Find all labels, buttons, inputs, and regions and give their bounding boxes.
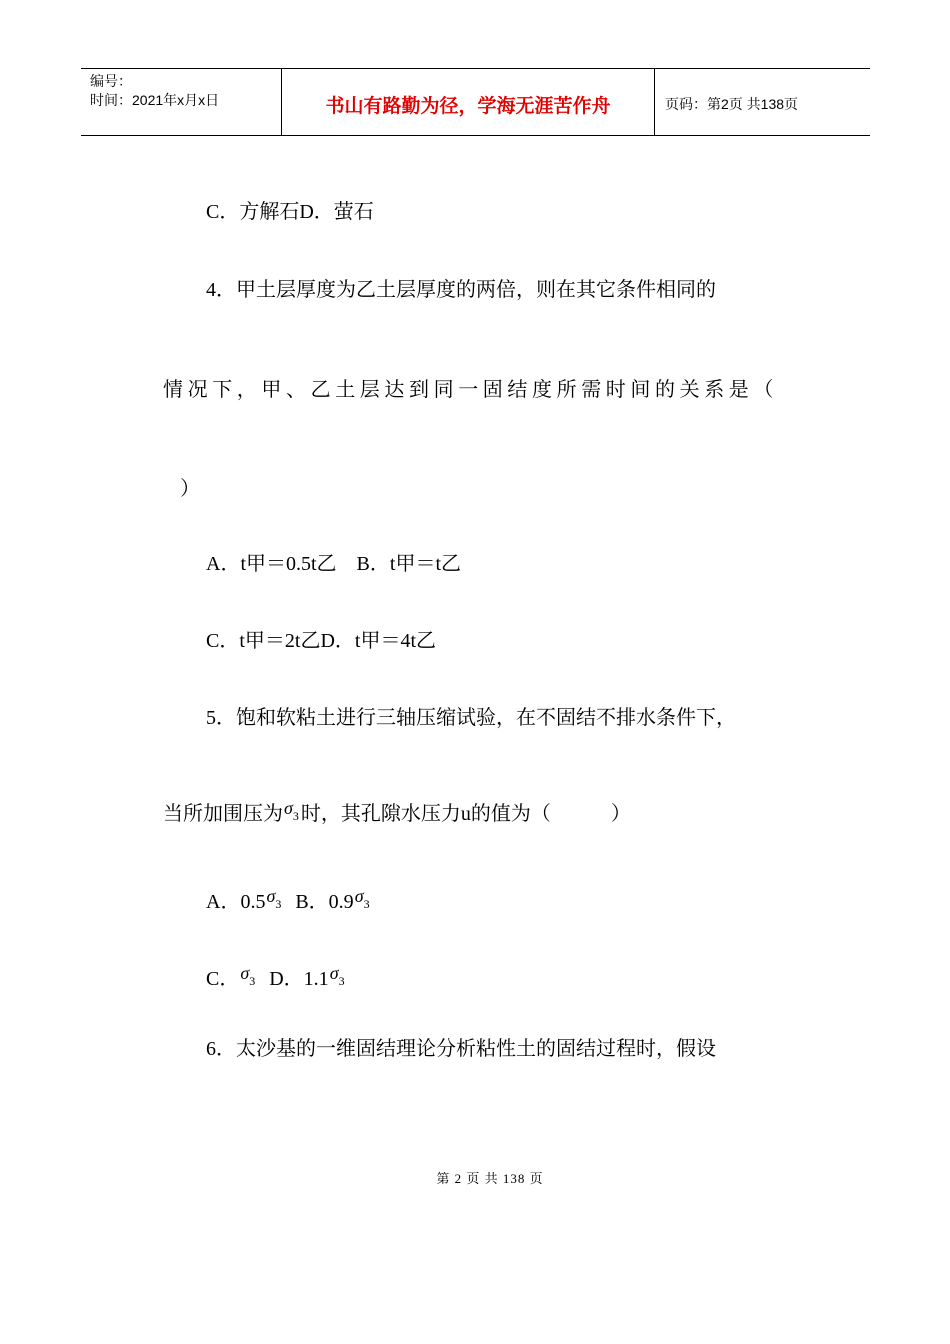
sigma-subscript: 3 bbox=[249, 974, 256, 988]
sigma-subscript: 3 bbox=[338, 974, 345, 988]
sigma-symbol: σ bbox=[284, 798, 293, 818]
sigma-symbol: σ bbox=[266, 886, 276, 906]
sigma-subscript: 3 bbox=[363, 897, 370, 911]
question-4-options-ab: A．t甲＝0.5t乙 B．t甲＝t乙 bbox=[206, 553, 462, 575]
sigma-subscript: 3 bbox=[275, 897, 282, 911]
header-page-info: 页码：第2页 共138页 bbox=[665, 96, 799, 112]
option-b-text: B．0.9 bbox=[295, 891, 354, 913]
question-5-options-ab bbox=[206, 883, 372, 917]
option-c-text: C． bbox=[206, 968, 240, 990]
header-motto: 书山有路勤为径，学海无涯苦作舟 bbox=[282, 69, 655, 135]
question-5-line-1: 5．饱和软粘土进行三轴压缩试验，在不固结不排水条件下， bbox=[206, 707, 736, 729]
question-5-text-a: 当所加围压为 bbox=[163, 803, 283, 825]
header-time-label: 时间：2021年x月x日 bbox=[90, 92, 220, 108]
page-header bbox=[81, 68, 870, 136]
question-6-line-1: 6．太沙基的一维固结理论分析粘性土的固结过程时，假设 bbox=[206, 1038, 716, 1060]
sigma-symbol: σ bbox=[329, 963, 339, 983]
question-5-line-2 bbox=[163, 795, 631, 829]
sigma-symbol: σ bbox=[354, 886, 364, 906]
question-4-line-1: 4．甲土层厚度为乙土层厚度的两倍，则在其它条件相同的 bbox=[206, 279, 716, 301]
question-5-options-cd bbox=[206, 960, 347, 994]
sigma-subscript: 3 bbox=[292, 809, 299, 823]
header-meta bbox=[81, 69, 282, 135]
option-a-text: A．0.5 bbox=[206, 891, 266, 913]
sigma-symbol: σ bbox=[240, 963, 250, 983]
question-4-line-3: ） bbox=[180, 478, 200, 500]
question-4-options-cd: C．t甲＝2t乙D．t甲＝4t乙 bbox=[206, 630, 437, 652]
question-5-text-b: 时，其孔隙水压力u的值为（ ） bbox=[300, 803, 631, 825]
page-footer: 第 2 页 共 138 页 bbox=[436, 1171, 544, 1186]
option-line-c-d: C．方解石D．萤石 bbox=[206, 201, 374, 223]
question-4-line-2: 情况下，甲、乙土层达到同一固结度所需时间的关系是（ bbox=[163, 379, 778, 401]
header-number-label: 编号： bbox=[90, 73, 132, 89]
option-d-text: D．1.1 bbox=[269, 968, 329, 990]
